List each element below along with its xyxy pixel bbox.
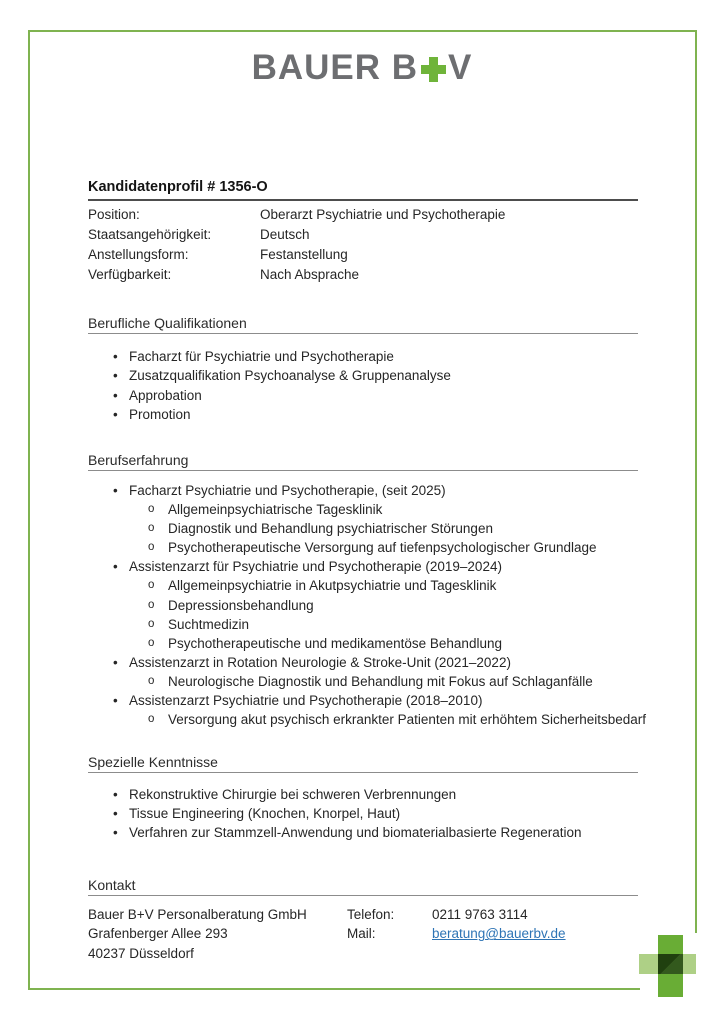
field-value: Deutsch (260, 227, 310, 242)
experience-item: • Assistenzarzt Psychiatrie und Psychotherapie (2018–2010) (88, 691, 668, 710)
email-link[interactable]: beratung@bauerbv.de (432, 926, 566, 942)
company-street: Grafenberger Allee 293 (88, 926, 228, 942)
field-value: Festanstellung (260, 247, 348, 262)
section-divider (88, 333, 638, 334)
company-city: 40237 Düsseldorf (88, 945, 194, 961)
profile-fields (88, 205, 648, 285)
company-address-block (88, 905, 307, 963)
experience-subitem: o Suchtmedizin (88, 615, 668, 634)
skill-item: • Verfahren zur Stammzell-Anwendung und biomaterialbasierte Regeneration (88, 823, 668, 842)
experience-subitem: o Allgemeinpsychiatrie in Akutpsychiatrie und Tagesklinik (88, 576, 668, 595)
frame-border-left (28, 30, 30, 990)
company-logo (0, 50, 724, 86)
section-heading-qualifications: Berufliche Qualifikationen (88, 315, 247, 331)
page-title: Kandidatenprofil # 1356-O (88, 179, 268, 195)
qualification-item: • Approbation (88, 386, 668, 405)
experience-subitem: o Versorgung akut psychisch erkrankter Patienten mit erhöhtem Sicherheitsbedarf (88, 710, 668, 729)
qualifications-list (88, 347, 668, 425)
frame-border-right (695, 30, 697, 933)
field-row-position (88, 205, 648, 225)
experience-subitem: o Allgemeinpsychiatrische Tagesklinik (88, 500, 668, 519)
corner-cross-icon (658, 954, 683, 974)
experience-item: • Assistenzarzt in Rotation Neurologie & Stroke-Unit (2021–2022) (88, 653, 668, 672)
qualification-item: • Zusatzqualifikation Psychoanalyse & Gruppenanalyse (88, 366, 668, 385)
field-label: Verfügbarkeit: (88, 267, 172, 282)
section-divider (88, 772, 638, 773)
experience-subitem: o Psychotherapeutische Versorgung auf tiefenpsychologischer Grundlage (88, 538, 668, 557)
section-heading-experience: Berufserfahrung (88, 452, 189, 468)
title-divider (88, 199, 638, 201)
section-heading-contact: Kontakt (88, 877, 136, 893)
field-value: Oberarzt Psychiatrie und Psychotherapie (260, 207, 506, 222)
field-label: Position: (88, 207, 140, 222)
skills-list (88, 785, 668, 843)
frame-border-top (28, 30, 697, 32)
skill-item: • Tissue Engineering (Knochen, Knorpel, Haut) (88, 804, 668, 823)
qualification-item: • Promotion (88, 405, 668, 424)
contact-labels-column (347, 905, 394, 944)
phone-number: 0211 9763 3114 (432, 907, 528, 922)
logo-text-right: V (448, 48, 473, 87)
phone-label: Telefon: (347, 907, 395, 922)
section-heading-skills: Spezielle Kenntnisse (88, 754, 218, 770)
field-value: Nach Absprache (260, 267, 360, 282)
field-row-nationality (88, 225, 648, 245)
section-divider (88, 895, 638, 896)
company-name: Bauer B+V Personalberatung GmbH (88, 907, 307, 922)
experience-subitem: o Psychotherapeutische und medikamentöse Behandlung (88, 634, 668, 653)
experience-list (88, 481, 668, 729)
field-row-employment-type (88, 245, 648, 265)
contact-values-column (432, 905, 566, 944)
experience-subitem: o Diagnostik und Behandlung psychiatrischer Störungen (88, 519, 668, 538)
experience-subitem: o Neurologische Diagnostik und Behandlung mit Fokus auf Schlaganfälle (88, 672, 668, 691)
mail-label: Mail: (347, 926, 376, 942)
field-label: Staatsangehörigkeit: (88, 227, 212, 242)
logo-text-left: BAUER B (251, 48, 419, 87)
experience-item: • Assistenzarzt für Psychiatrie und Psychotherapie (2019–2024) (88, 557, 668, 576)
frame-border-bottom (28, 988, 640, 990)
field-row-availability (88, 265, 648, 285)
experience-subitem: o Depressionsbehandlung (88, 596, 668, 615)
section-divider (88, 470, 638, 471)
field-label: Anstellungsform: (88, 247, 189, 262)
skill-item: • Rekonstruktive Chirurgie bei schweren Verbrennungen (88, 785, 668, 804)
green-plus-icon (421, 57, 446, 82)
experience-item: • Facharzt Psychiatrie und Psychotherapie, (seit 2025) (88, 481, 668, 500)
qualification-item: • Facharzt für Psychiatrie und Psychotherapie (88, 347, 668, 366)
